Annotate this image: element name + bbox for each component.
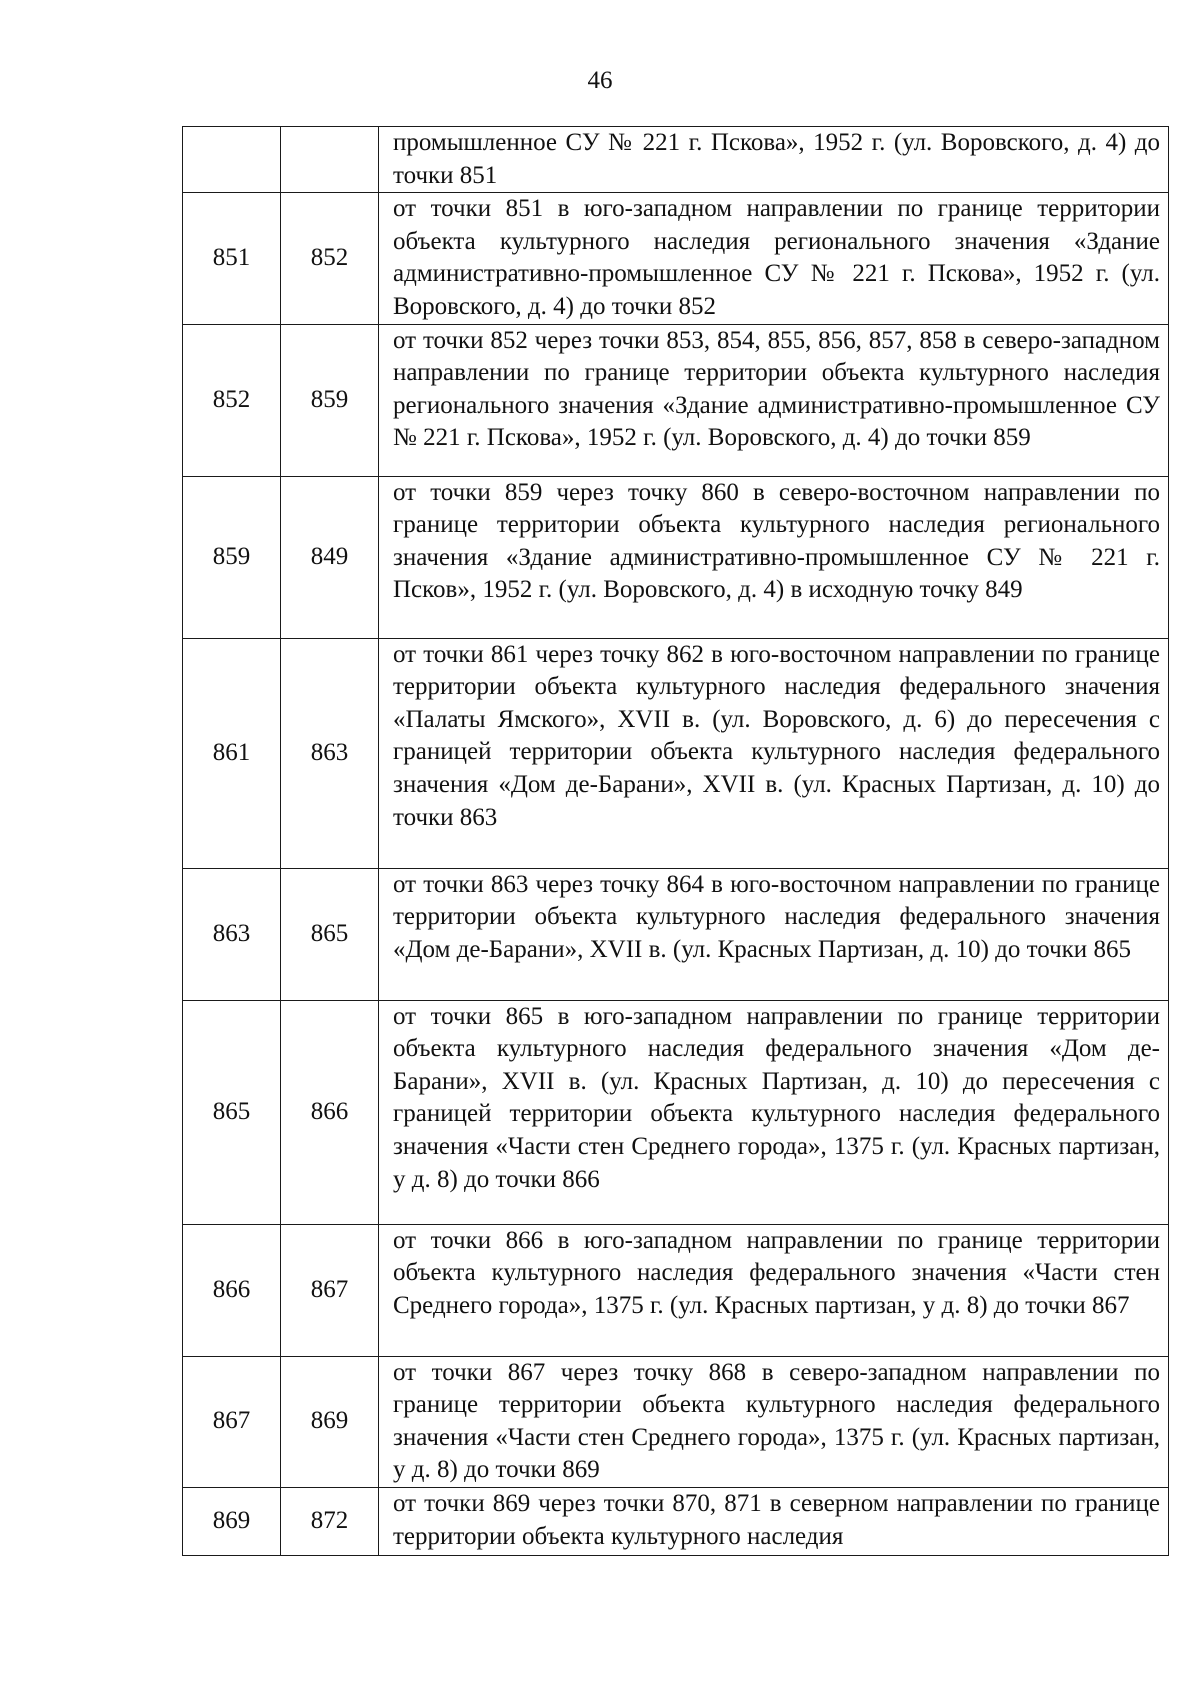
to-point-cell: 863 (281, 638, 379, 868)
description-text: от точки 863 через точку 864 в юго-восточном направлении по границе территории объекта культурного наследия федерального значения «Дом де-Барани», XVII в. (ул. Красных Партизан, д. 10) до точки 865 (393, 870, 1160, 963)
table-row (183, 1000, 1169, 1224)
boundary-description-cell (379, 476, 1169, 638)
boundary-description-table (182, 126, 1169, 1556)
boundary-description-cell (379, 193, 1169, 324)
from-point-cell: 861 (183, 638, 281, 868)
from-point-cell: 865 (183, 1000, 281, 1224)
boundary-description-cell (379, 868, 1169, 1000)
description-text: от точки 859 через точку 860 в северо-восточном направлении по границе территории объекта культурного наследия регионального значения «Здание административно-промышленное СУ № 221 г. Псков», 1952 г. (ул. Воровского, д. 4) в исходную точку 849 (393, 478, 1160, 604)
table-row (183, 476, 1169, 638)
from-point-cell: 863 (183, 868, 281, 1000)
boundary-description-cell (379, 127, 1169, 193)
to-point-cell: 865 (281, 868, 379, 1000)
description-text: от точки 869 через точки 870, 871 в северном направлении по границе территории объекта культурного наследия (393, 1489, 1160, 1550)
description-text: промышленное СУ № 221 г. Пскова», 1952 г. (ул. Воровского, д. 4) до точки 851 (393, 129, 1160, 189)
description-text: от точки 851 в юго-западном направлении по границе территории объекта культурного наследия регионального значения «Здание административно-промышленное СУ № 221 г. Пскова», 1952 г. (ул. Воровского, д. 4) до точки 852 (393, 195, 1160, 320)
from-point-cell: 851 (183, 193, 281, 324)
description-text: от точки 861 через точку 862 в юго-восточном направлении по границе территории объекта культурного наследия федерального значения «Палаты Ямского», XVII в. (ул. Воровского, д. 6) до пересечения с границей территории объекта культурного наследия федерального значения «Дом де-Барани», XVII в. (ул. Красных Партизан, д. 10) до точки 863 (393, 640, 1160, 831)
boundary-description-cell (379, 1356, 1169, 1487)
from-point-cell: 866 (183, 1224, 281, 1356)
description-text: от точки 865 в юго-западном направлении по границе территории объекта культурного наследия федерального значения «Дом де-Барани», XVII в. (ул. Красных Партизан, д. 10) до пересечения с границей территории объекта культурного наследия федерального значения «Части стен Среднего города», 1375 г. (ул. Красных партизан, у д. 8) до точки 866 (393, 1002, 1160, 1193)
table-row (183, 1487, 1169, 1555)
to-point-cell: 869 (281, 1356, 379, 1487)
from-point-cell (183, 127, 281, 193)
to-point-cell: 852 (281, 193, 379, 324)
page-number: 46 (587, 67, 613, 94)
boundary-description-cell (379, 1000, 1169, 1224)
description-text: от точки 866 в юго-западном направлении по границе территории объекта культурного наследия федерального значения «Части стен Среднего города», 1375 г. (ул. Красных партизан, у д. 8) до точки 867 (393, 1226, 1160, 1319)
table-row (183, 868, 1169, 1000)
description-text: от точки 867 через точку 868 в северо-западном направлении по границе территории объекта культурного наследия федерального значения «Части стен Среднего города», 1375 г. (ул. Красных партизан, у д. 8) до точки 869 (393, 1358, 1160, 1484)
table-row (183, 638, 1169, 868)
from-point-cell: 852 (183, 324, 281, 476)
to-point-cell: 859 (281, 324, 379, 476)
table-row (183, 127, 1169, 193)
table-row (183, 324, 1169, 476)
to-point-cell: 872 (281, 1487, 379, 1555)
from-point-cell: 869 (183, 1487, 281, 1555)
to-point-cell: 867 (281, 1224, 379, 1356)
from-point-cell: 859 (183, 476, 281, 638)
boundary-description-cell (379, 324, 1169, 476)
table-row (183, 193, 1169, 324)
table-row (183, 1356, 1169, 1487)
boundary-description-cell (379, 1487, 1169, 1555)
description-text: от точки 852 через точки 853, 854, 855, 856, 857, 858 в северо-западном направлении по границе территории объекта культурного наследия регионального значения «Здание административно-промышленное СУ № 221 г. Пскова», 1952 г. (ул. Воровского, д. 4) до точки 859 (393, 326, 1160, 452)
boundary-description-cell (379, 1224, 1169, 1356)
to-point-cell: 866 (281, 1000, 379, 1224)
to-point-cell (281, 127, 379, 193)
table-row (183, 1224, 1169, 1356)
from-point-cell: 867 (183, 1356, 281, 1487)
boundary-description-cell (379, 638, 1169, 868)
to-point-cell: 849 (281, 476, 379, 638)
